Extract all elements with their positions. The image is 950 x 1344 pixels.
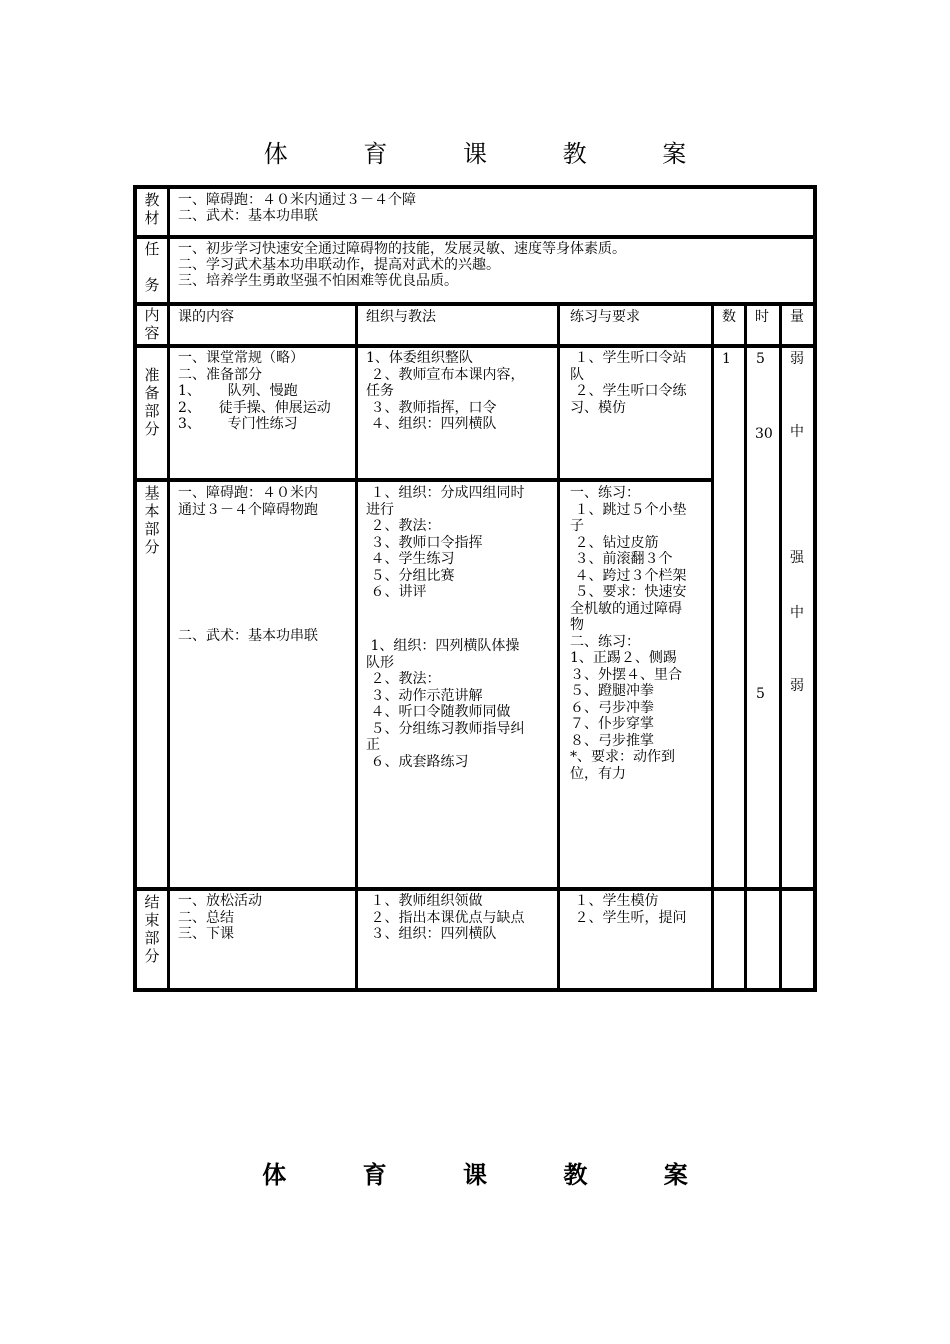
page-title: 体 育 课 教 案 xyxy=(263,140,721,168)
row-divider xyxy=(133,344,817,348)
column-divider xyxy=(744,302,747,992)
basic-load-2: 中 xyxy=(790,605,804,621)
label-column-divider xyxy=(167,185,170,992)
task-line-1: 一、初步学习快速安全通过障碍物的技能，发展灵敏、速度等身体素质。 xyxy=(178,241,626,257)
section-header: 内 容 xyxy=(144,306,160,342)
prep-load-2: 中 xyxy=(790,424,804,440)
task-line-2: 二、学习武术基本功串联动作，提高对武术的兴趣。 xyxy=(178,257,500,273)
prep-label: 准 备 部 分 xyxy=(144,366,160,438)
basic-time: 5 xyxy=(756,686,765,702)
basic-practice: 一、练习： １、跳过５个小垫 子 ２、钻过皮筋 ３、前滚翻３个 ４、跨过３个栏架 ５、要求：快速安 全机敏的通过障碍 物 二、练习： 1、正踢２、侧踢 ３、外摆４、里合 ５、蹬腿冲拳 ６、弓步冲拳 ７、仆步穿掌 ８、弓步推掌 *、要求：动作到 位，有力 xyxy=(570,485,687,782)
method-header: 组织与教法 xyxy=(366,309,436,325)
basic-load-1: 强 xyxy=(790,550,804,566)
prep-method: 1、体委组织整队 ２、教师宣布本课内容， 任务 ３、教师指挥，口令 ４、组织：四列横队 xyxy=(366,350,525,432)
practice-header: 练习与要求 xyxy=(570,309,640,325)
basic-content-2: 二、武术：基本功串联 xyxy=(178,628,318,644)
column-divider xyxy=(711,302,714,992)
task-line-3: 三、培养学生勇敢坚强不怕困难等优良品质。 xyxy=(178,273,458,289)
end-label: 结 束 部 分 xyxy=(144,893,160,965)
load-header: 量 xyxy=(790,309,804,325)
end-method: １、教师组织领做 ２、指出本课优点与缺点 ３、组织：四列横队 xyxy=(370,893,525,942)
time-header: 时 xyxy=(755,309,769,325)
material-label: 教 材 xyxy=(144,191,160,227)
prep-content: 一、课堂常规（略） 二、准备部分 1、 队列、慢跑 2、 徒手操、伸展运动 3、 专门性练习 xyxy=(178,350,331,432)
table-border-left xyxy=(133,185,137,992)
material-line-1: 一、障碍跑：４０米内通过３－４个障 xyxy=(178,192,416,208)
prep-load-1: 弱 xyxy=(790,351,804,367)
row-divider xyxy=(133,478,713,482)
table-border-top xyxy=(133,185,817,189)
column-divider xyxy=(779,302,782,992)
prep-time-1: 5 xyxy=(756,351,765,367)
content-header: 课的内容 xyxy=(178,309,234,325)
page-title-2: 体 育 课 教 案 xyxy=(262,1160,722,1189)
basic-method-1: １、组织：分成四组同时 进行 ２、教法： ３、教师口令指挥 ４、学生练习 ５、分组比赛 ６、讲评 xyxy=(366,485,525,600)
column-divider xyxy=(557,302,560,992)
tasks-label: 任 务 xyxy=(144,240,160,294)
end-content: 一、放松活动 二、总结 三、下课 xyxy=(178,893,262,942)
prep-practice: １、学生听口令站 队 ２、学生听口令练 习、模仿 xyxy=(570,350,687,416)
table-border-right xyxy=(813,185,817,992)
end-practice: １、学生模仿 ２、学生听，提问 xyxy=(574,893,687,926)
table-border-bottom xyxy=(133,988,817,992)
count-header: 数 xyxy=(722,309,736,325)
basic-load-3: 弱 xyxy=(790,678,804,694)
row-divider xyxy=(133,302,817,306)
row-divider xyxy=(133,235,817,239)
prep-time-2: 30 xyxy=(755,426,773,442)
material-line-2: 二、武术：基本功串联 xyxy=(178,208,318,224)
basic-content-1: 一、障碍跑：４０米内 通过３－４个障碍物跑 xyxy=(178,485,318,518)
row-divider xyxy=(133,887,817,891)
basic-label: 基 本 部 分 xyxy=(144,484,160,556)
column-divider xyxy=(355,302,358,992)
prep-count: 1 xyxy=(722,351,731,367)
basic-method-2: 1、组织：四列横队体操 队形 ２、教法： ３、动作示范讲解 ４、听口令随教师同做 ５、分组练习教师指导纠 正 ６、成套路练习 xyxy=(366,638,525,770)
